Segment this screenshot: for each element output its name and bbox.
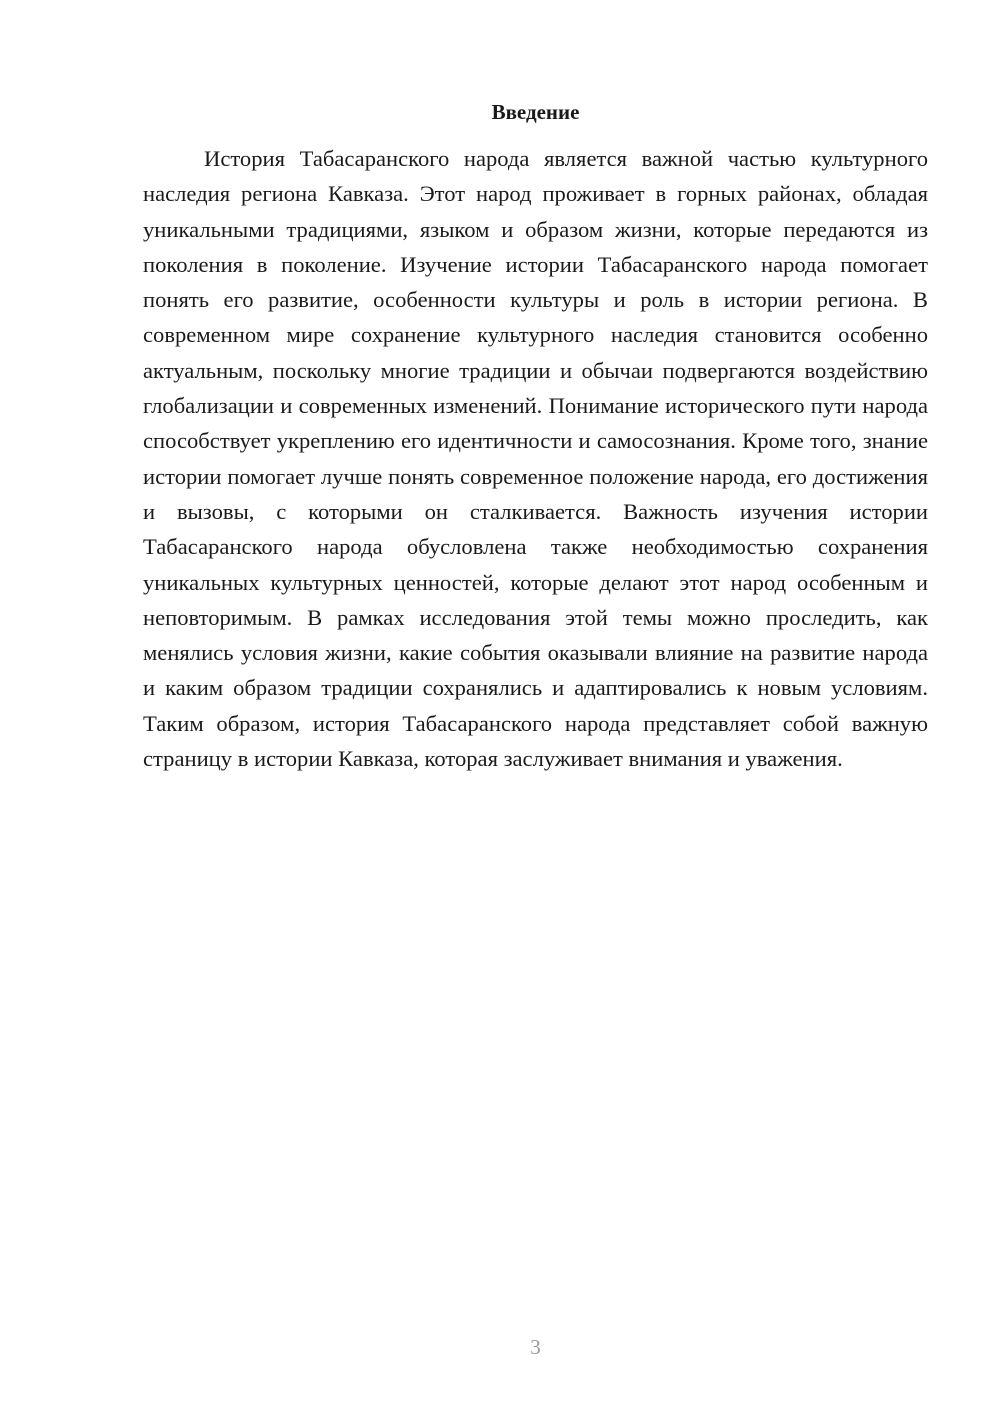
body-paragraph: История Табасаранского народа является важной частью культурного наследия региона Кавказа. Этот народ проживает в горных районах, обладая уникальными традициями, языком и образом жизни, которые передаются из поколения в поколение. Изучение истории Табасаранского народа помогает понять его развитие, особенности культуры и роль в истории региона. В современном мире сохранение культурного наследия становится особенно актуальным, поскольку многие традиции и обычаи подвергаются воздействию глобализации и современных изменений. Понимание исторического пути народа способствует укреплению его идентичности и самосознания. Кроме того, знание истории помогает лучше понять современное положение народа, его достижения и вызовы, с которыми он сталкивается. Важность изучения истории Табасаранского народа обусловлена также необходимостью сохранения уникальных культурных ценностей, которые делают этот народ особенным и неповторимым. В рамках исследования этой темы можно проследить, как менялись условия жизни, какие события оказывали влияние на развитие народа и каким образом традиции сохранялись и адаптировались к новым условиям. Таким образом, история Табасаранского народа представляет собой важную страницу в истории Кавказа, которая заслуживает внимания и уважения. xyxy=(143,146,928,772)
section-heading: Введение xyxy=(491,100,580,124)
page-number: 3 xyxy=(530,1335,541,1359)
